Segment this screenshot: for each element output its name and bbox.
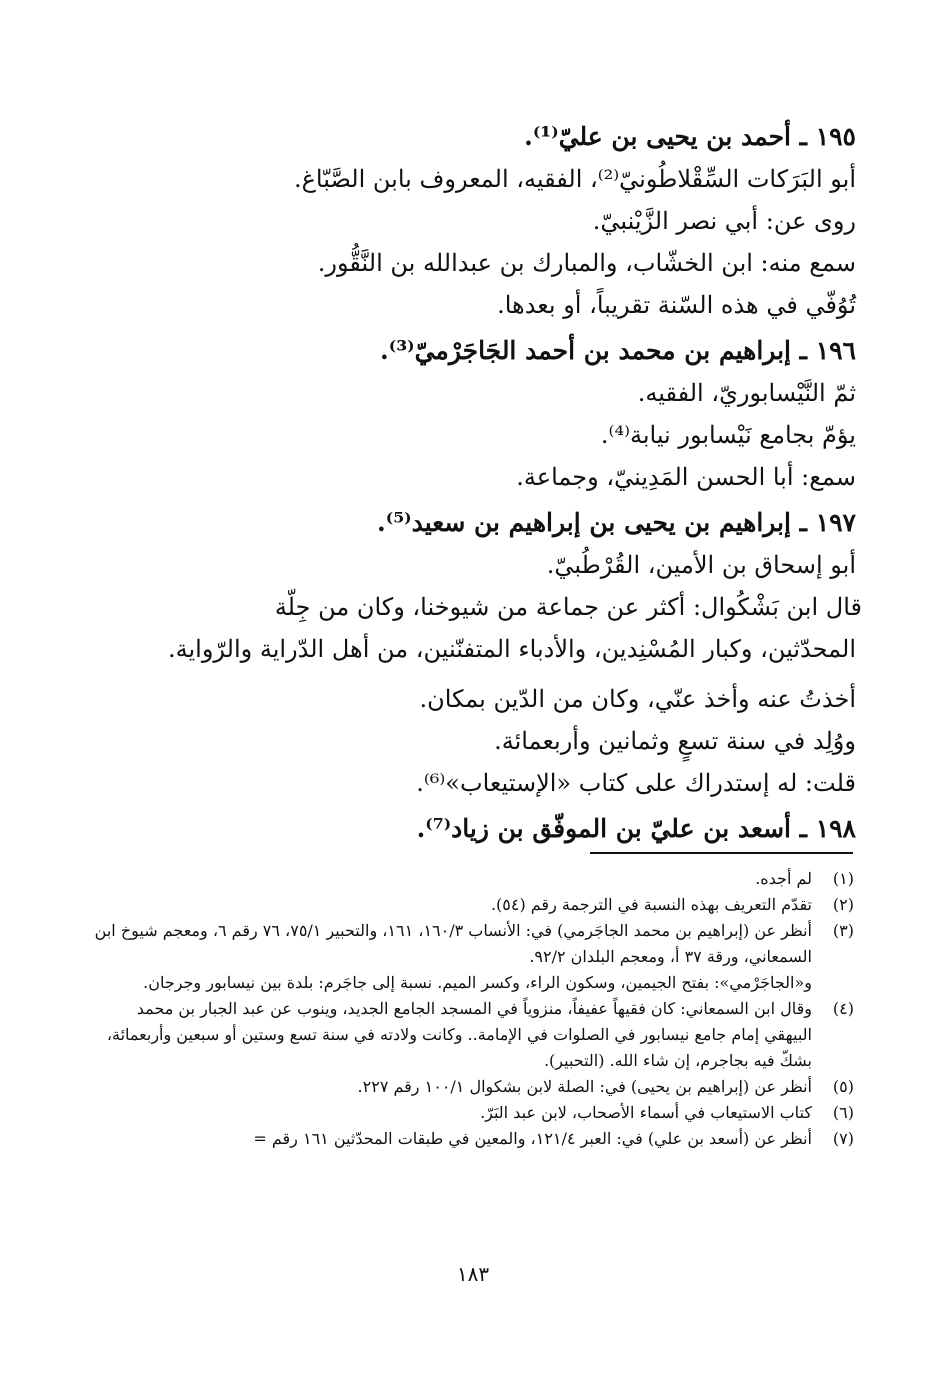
- footnote-divider: [590, 852, 853, 854]
- footnote-number: (٦): [832, 1103, 854, 1122]
- entry-197-line: ووُلِد في سنة تسعٍ وثمانين وأربعمائة.: [494, 727, 856, 755]
- entry-197-title: ١٩٧ ـ إبراهيم بن يحيى بن إبراهيم بن سعيد⁽⁵⁾.: [377, 508, 856, 537]
- entry-195-title: ١٩٥ ـ أحمد بن يحيى بن عليّ⁽¹⁾.: [524, 122, 856, 151]
- entry-195-line: سمع منه: ابن الخشّاب، والمبارك بن عبدالله بن النَّقُّور.: [317, 249, 856, 277]
- entry-196-line: سمع: أبا الحسن المَدِينيّ، وجماعة.: [516, 463, 856, 491]
- footnote-text: أنظر عن (إبراهيم بن محمد الجاجَرمي) في: الأنساب ١٦٠/٣، ١٦١، والتحبير ٧٥/١، ٧٦ رقم ٦، ومعجم شيوخ ابن السمعاني، ورقة ٣٧ أ، ومعجم البلدان ٩٢/٢.: [94, 921, 812, 966]
- footnote-text: أنظر عن (أسعد بن علي) في: العبر ١٢١/٤، والمعين في طبقات المحدّثين ١٦١ رقم =: [253, 1129, 812, 1148]
- footnote-text: لم أجده.: [755, 869, 812, 888]
- footnote: [84, 892, 854, 918]
- footnote: [84, 996, 854, 1074]
- footnote-text: كتاب الاستيعاب في أسماء الأصحاب، لابن عبد البَرّ.: [480, 1103, 812, 1122]
- entry-196-line: يؤمّ بجامع نَيْسابور نيابة⁽⁴⁾.: [600, 421, 856, 449]
- footnote: [84, 1100, 854, 1126]
- footnote-text: أنظر عن (إبراهيم بن يحيى) في: الصلة لابن بشكوال ١٠٠/١ رقم ٢٢٧.: [357, 1077, 812, 1096]
- entry-195-line: أبو البَرَكات السِّقْلاطُونيّ⁽²⁾، الفقيه، المعروف بابن الصَّبّاغ.: [293, 165, 856, 193]
- footnote: [84, 918, 854, 996]
- footnote-number: (٥): [832, 1077, 854, 1096]
- entry-197-line: قلت: له إستدراك على كتاب «الإستيعاب»⁽⁶⁾.: [416, 769, 856, 797]
- footnote-text: وقال ابن السمعاني: كان فقيهاً عفيفاً، منزوياً في المسجد الجامع الجديد، وينوب عن عبد الجبار بن محمد البيهقي إمام جامع نيسابور في الصلوات في الإمامة.. وكانت ولادته في سنة تسع وستين أو سبعين وأربعمائة، بشكّ فيه بجاجرم، إن شاء الله. (التحبير).: [106, 999, 812, 1070]
- footnote-number: (٧): [832, 1129, 854, 1148]
- entry-197-line: أبو إسحاق بن الأمين، القُرْطُبيّ.: [546, 551, 856, 579]
- entry-196-line: ثمّ النَّيْسابوريّ، الفقيه.: [637, 379, 856, 407]
- main-text: [86, 112, 862, 850]
- entry-197-para-line: قال ابن بَشْكُوال: أكثر عن جماعة من شيوخنا، وكان من جِلّة: [274, 593, 862, 621]
- entry-198-title: ١٩٨ ـ أسعد بن عليّ بن الموفّق بن زياد⁽⁷⁾.: [416, 814, 856, 843]
- entry-195-line: تُوُفّي في هذه السّنة تقريباً، أو بعدها.: [497, 291, 856, 319]
- footnote: [84, 1126, 854, 1152]
- entry-197-para-line: المحدّثين، وكبار المُسْنِدين، والأدباء المتفنّنين، من أهل الدّراية والرّواية.: [167, 635, 856, 663]
- footnotes: [84, 866, 854, 1152]
- entry-195-line: روى عن: أبي نصر الزَّيْنبيّ.: [592, 207, 856, 235]
- footnote-number: (٤): [832, 999, 854, 1018]
- entry-197-line: أخذتُ عنه وأخذ عنّي، وكان من الدّين بمكان.: [419, 685, 856, 713]
- page-number: ١٨٣: [456, 1262, 490, 1286]
- footnote: [84, 866, 854, 892]
- entry-196-title: ١٩٦ ـ إبراهيم بن محمد بن أحمد الجَاجَرْميّ⁽³⁾.: [380, 336, 856, 365]
- footnote-number: (٢): [832, 895, 854, 914]
- footnote-number: (٣): [832, 921, 854, 940]
- footnote-number: (١): [832, 869, 854, 888]
- footnote-text: تقدّم التعريف بهذه النسبة في الترجمة رقم (٥٤).: [490, 895, 812, 914]
- footnote-text: و«الجاجَرْمي»: بفتح الجيمين، وسكون الراء، وكسر الميم. نسبة إلى جاجَرم: بلدة بين نيسابور وجرجان.: [143, 973, 812, 992]
- footnote: [84, 1074, 854, 1100]
